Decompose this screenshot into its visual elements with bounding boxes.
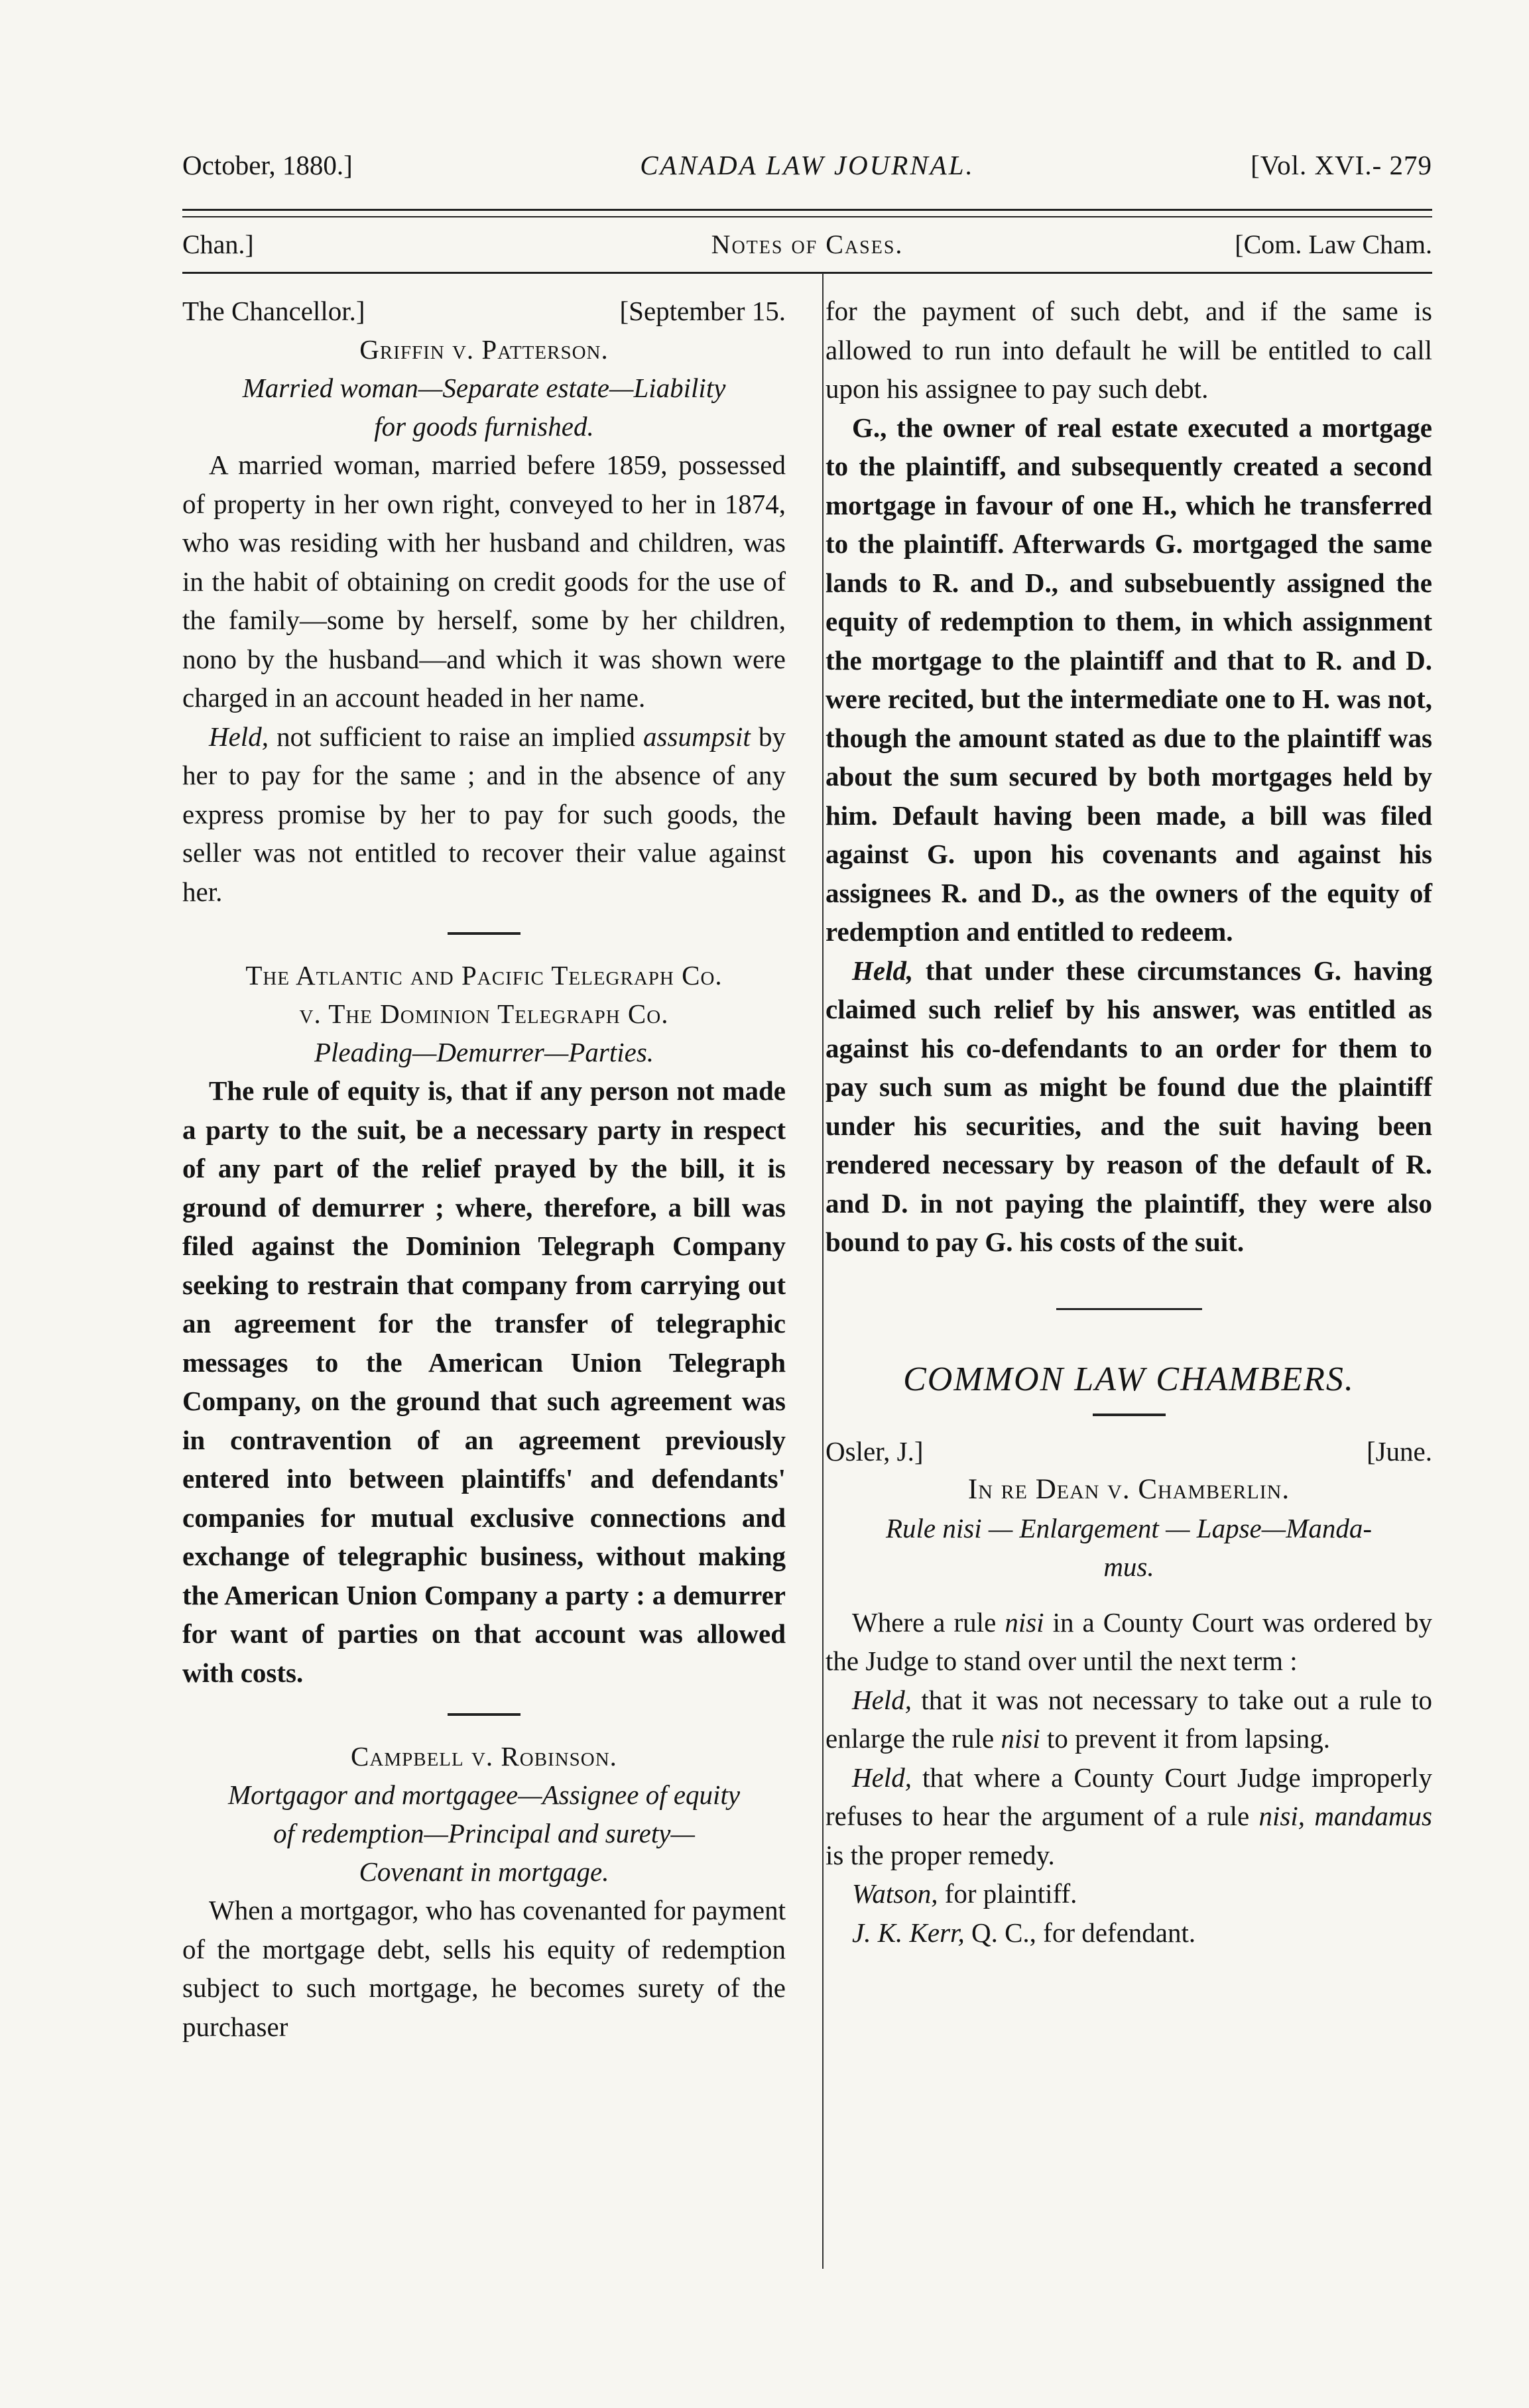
case4-held2-italic: nisi, mandamus [1258,1801,1432,1831]
section-head [182,229,1432,269]
case4-held2-b: is the proper remedy. [826,1839,1055,1870]
case3-title: Campbell v. Robinson. [351,1741,617,1772]
case4-held-1 [826,1681,1432,1758]
case4-held1-italic: nisi [1001,1723,1040,1754]
case1-catchwords-2: for goods furnished. [374,411,594,442]
case4-facts-b: in a County Court was ordered by the Judge to stand over until the next term : [826,1606,1433,1676]
case4-facts [826,1603,1432,1681]
section-heading: COMMON LAW CHAMBERS. [903,1360,1355,1398]
journal-title: CANADA LAW JOURNAL. [640,150,975,180]
case1-date: [September 15. [619,296,786,326]
case4-held1-label: Held, [852,1684,912,1715]
separator-rule [1056,1308,1202,1310]
case4-judge: Osler, J.] [826,1435,924,1467]
volume-page: [Vol. XVI.- 279 [1251,150,1432,180]
case4-title: In re Dean v. Chamberlin. [967,1473,1290,1505]
case4-held-2 [826,1758,1432,1875]
case3-facts: G., the owner of real estate executed a mortgage to the plaintiff, and subsequently created a second mortgage in favour of one H., which he transferred to the plaintiff. Afterwards G. mortgaged the same lands to R. and D., and subsebuently assigned the equity of redemption to them, in which assignment the mortgage to the plaintiff and that to R. and D. were recited, but the intermediate one to H. was not, though the amount stated as due to the plaintiff was about the sum secured by both mortgages held by him. Default having been made, a bill was filed against G. upon his covenants and against his assignees R. and D., as the owners of the equity of redemption and entitled to redeem. [826,412,1432,947]
case4-held2-a: that where a County Court Judge improperly refuses to hear the argument of a rule [826,1762,1432,1831]
case1-court: The Chancellor.] [182,296,365,326]
case2-title-1: The Atlantic and Pacific Telegraph Co. [245,960,723,991]
case3-held-label: Held, [852,955,914,986]
right-column [826,292,1432,1952]
case1-catchwords-1: Married woman—Separate estate—Liability [242,373,726,403]
case4-facts-italic: nisi [1005,1606,1044,1638]
case4-held1-a: that it was not necessary to take out a rule to enlarge the rule [826,1684,1432,1754]
column-divider [822,273,824,2269]
section-left: Chan.] [182,229,254,259]
case1-title: Griffin v. Patterson. [359,334,609,365]
counsel2-name: J. K. Kerr, [852,1917,965,1948]
issue-date: October, 1880.] [182,150,353,180]
case3-held [826,951,1432,1262]
case1-held-italic: assumpsit [643,721,751,752]
section-right: [Com. Law Cham. [1235,229,1432,259]
case2-body: The rule of equity is, that if any person not made a party to the suit, be a necessary party in respect of any part of the relief prayed by the bill, it is ground of demurrer ; where, therefore, a bill was filed against the Dominion Telegraph Company seeking to restrain that company from carrying out an agreement for the transfer of telegraphic messages to the American Union Telegraph Company, on the ground that such agreement was in contravention of an agreement previously entered into between plaintiffs' and defendants' companies for mutual exclusive connections and exchange of telegraphic business, without making the American Union Company a party : a demurrer for want of parties on that account was allowed with costs. [182,1075,786,1688]
case4-held1-b: to prevent it from lapsing. [1040,1723,1330,1754]
header-double-rule [182,209,1432,217]
case4-facts-a: Where a rule [852,1606,1005,1638]
case1-held-label: Held, [209,721,269,752]
case1-held [182,717,786,912]
section-center: Notes of Cases. [711,229,904,259]
separator-rule [1093,1414,1166,1416]
counsel-defendant [826,1913,1432,1953]
case4-date: [June. [1366,1435,1432,1467]
running-head [182,149,1432,189]
case2-catchwords: Pleading—Demurrer—Parties. [314,1037,654,1067]
case1-byline [182,292,786,330]
case4-byline [826,1432,1432,1471]
separator-rule [448,1713,520,1716]
separator-rule [448,932,520,935]
case1-held-text-b: by her to pay for the same ; and in the absence of any express promise by her to pay for such goods, the seller was not entitled to recover their value against her. [182,721,786,907]
case3-body: When a mortgagor, who has covenanted for payment of the mortgage debt, sells his equity of redemption subject to such mortgage, he becomes surety of the purchaser [182,1895,786,2042]
case3-catchwords-1: Mortgagor and mortgagee—Assignee of equity [227,1779,741,1810]
case2-title-2: v. The Dominion Telegraph Co. [299,998,669,1029]
counsel2-rest: Q. C., for defendant. [964,1917,1196,1948]
case4-catchwords-1: Rule nisi — Enlargement — Lapse—Manda- [885,1512,1372,1543]
case4-held2-label: Held, [852,1762,912,1793]
case3-catchwords-3: Covenant in mortgage. [359,1856,609,1887]
counsel1-name: Watson, [852,1878,938,1909]
header-rule [182,272,1432,274]
counsel1-rest: for plaintiff. [938,1878,1077,1909]
case3-catchwords-2: of redemption—Principal and surety— [273,1818,695,1848]
case1-body: A married woman, married befere 1859, possessed of property in her own right, conveyed to her in 1874, who was residing with her husband and children, was in the habit of obtaining on credit goods for the use of the family—some by herself, some by her children, nono by the husband—and which it was shown were charged in an account headed in her name. [182,450,786,713]
case4-catchwords-2: mus. [1103,1551,1154,1582]
case3-continued: for the payment of such debt, and if the same is allowed to run into default he will be entitled to call upon his assignee to pay such debt. [826,296,1432,404]
counsel-plaintiff [826,1874,1432,1913]
case1-held-text-a: not sufficient to raise an implied [268,721,644,752]
case3-held-text: that under these circumstances G. having claimed such relief by his answer, was entitled as against his co-defendants to an order for them to pay such sum as might be found due the plaintiff under his securities, and the suit having been rendered necessary by reason of the default of R. and D. in not paying the plaintiff, they were also bound to pay G. his costs of the suit. [826,955,1432,1257]
left-column [182,292,786,2046]
